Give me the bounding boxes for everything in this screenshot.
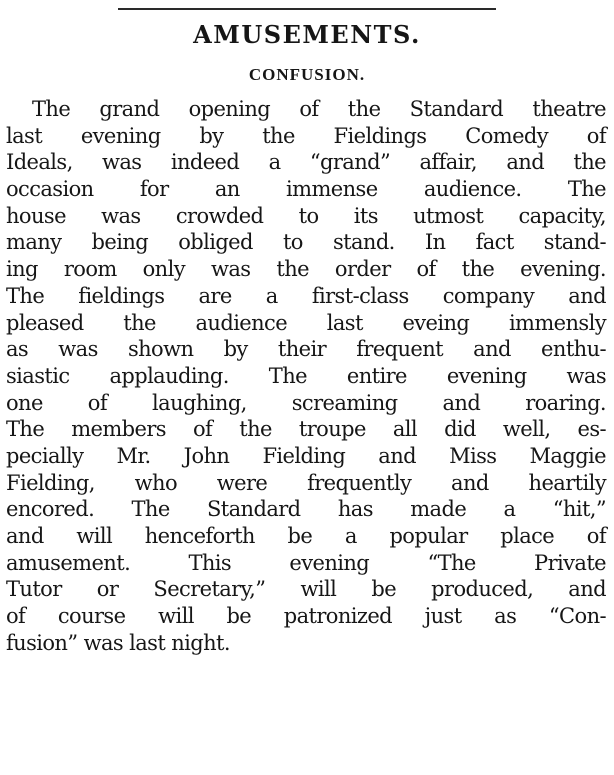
article-line: encored. The Standard has made a “hit,”: [6, 497, 606, 522]
article-line: The members of the troupe all did well, es-: [6, 417, 606, 442]
article-line: and will henceforth be a popular place of: [6, 524, 606, 548]
article-line: occasion for an immense audience. The: [6, 177, 606, 202]
article-line: house was crowded to its utmost capacity,: [6, 203, 606, 228]
article-line: The fieldings are a first-class company and: [6, 283, 606, 308]
article-line: pecially Mr. John Fielding and Miss Maggie: [6, 443, 606, 468]
article-line: The grand opening of the Standard theatre: [32, 97, 606, 121]
article-line: many being obliged to stand. In fact stand-: [6, 230, 606, 255]
section-headline: AMUSEMENTS.: [193, 20, 421, 49]
top-rule: [118, 8, 496, 10]
article-line: Fielding, who were frequently and heartily: [6, 470, 606, 495]
article-line: Ideals, was indeed a “grand” affair, and the: [6, 150, 606, 175]
article-line: pleased the audience last eveing immensly: [6, 310, 606, 335]
article-line: Tutor or Secretary,” will be produced, and: [6, 577, 606, 602]
article-line: ing room only was the order of the evening.: [6, 257, 606, 282]
article-line: amusement. This evening “The Private: [6, 550, 606, 575]
article-body: [6, 96, 606, 656]
article-line: siastic applauding. The entire evening was: [6, 363, 606, 388]
article-line: fusion” was last night.: [6, 630, 230, 655]
article-subhead: CONFUSION.: [248, 65, 366, 84]
article-line: last evening by the Fieldings Comedy of: [6, 123, 606, 148]
article-line: one of laughing, screaming and roaring.: [6, 390, 606, 415]
article-line: of course will be patronized just as “Con-: [6, 604, 606, 629]
article-line: as was shown by their frequent and enthu-: [6, 337, 606, 362]
